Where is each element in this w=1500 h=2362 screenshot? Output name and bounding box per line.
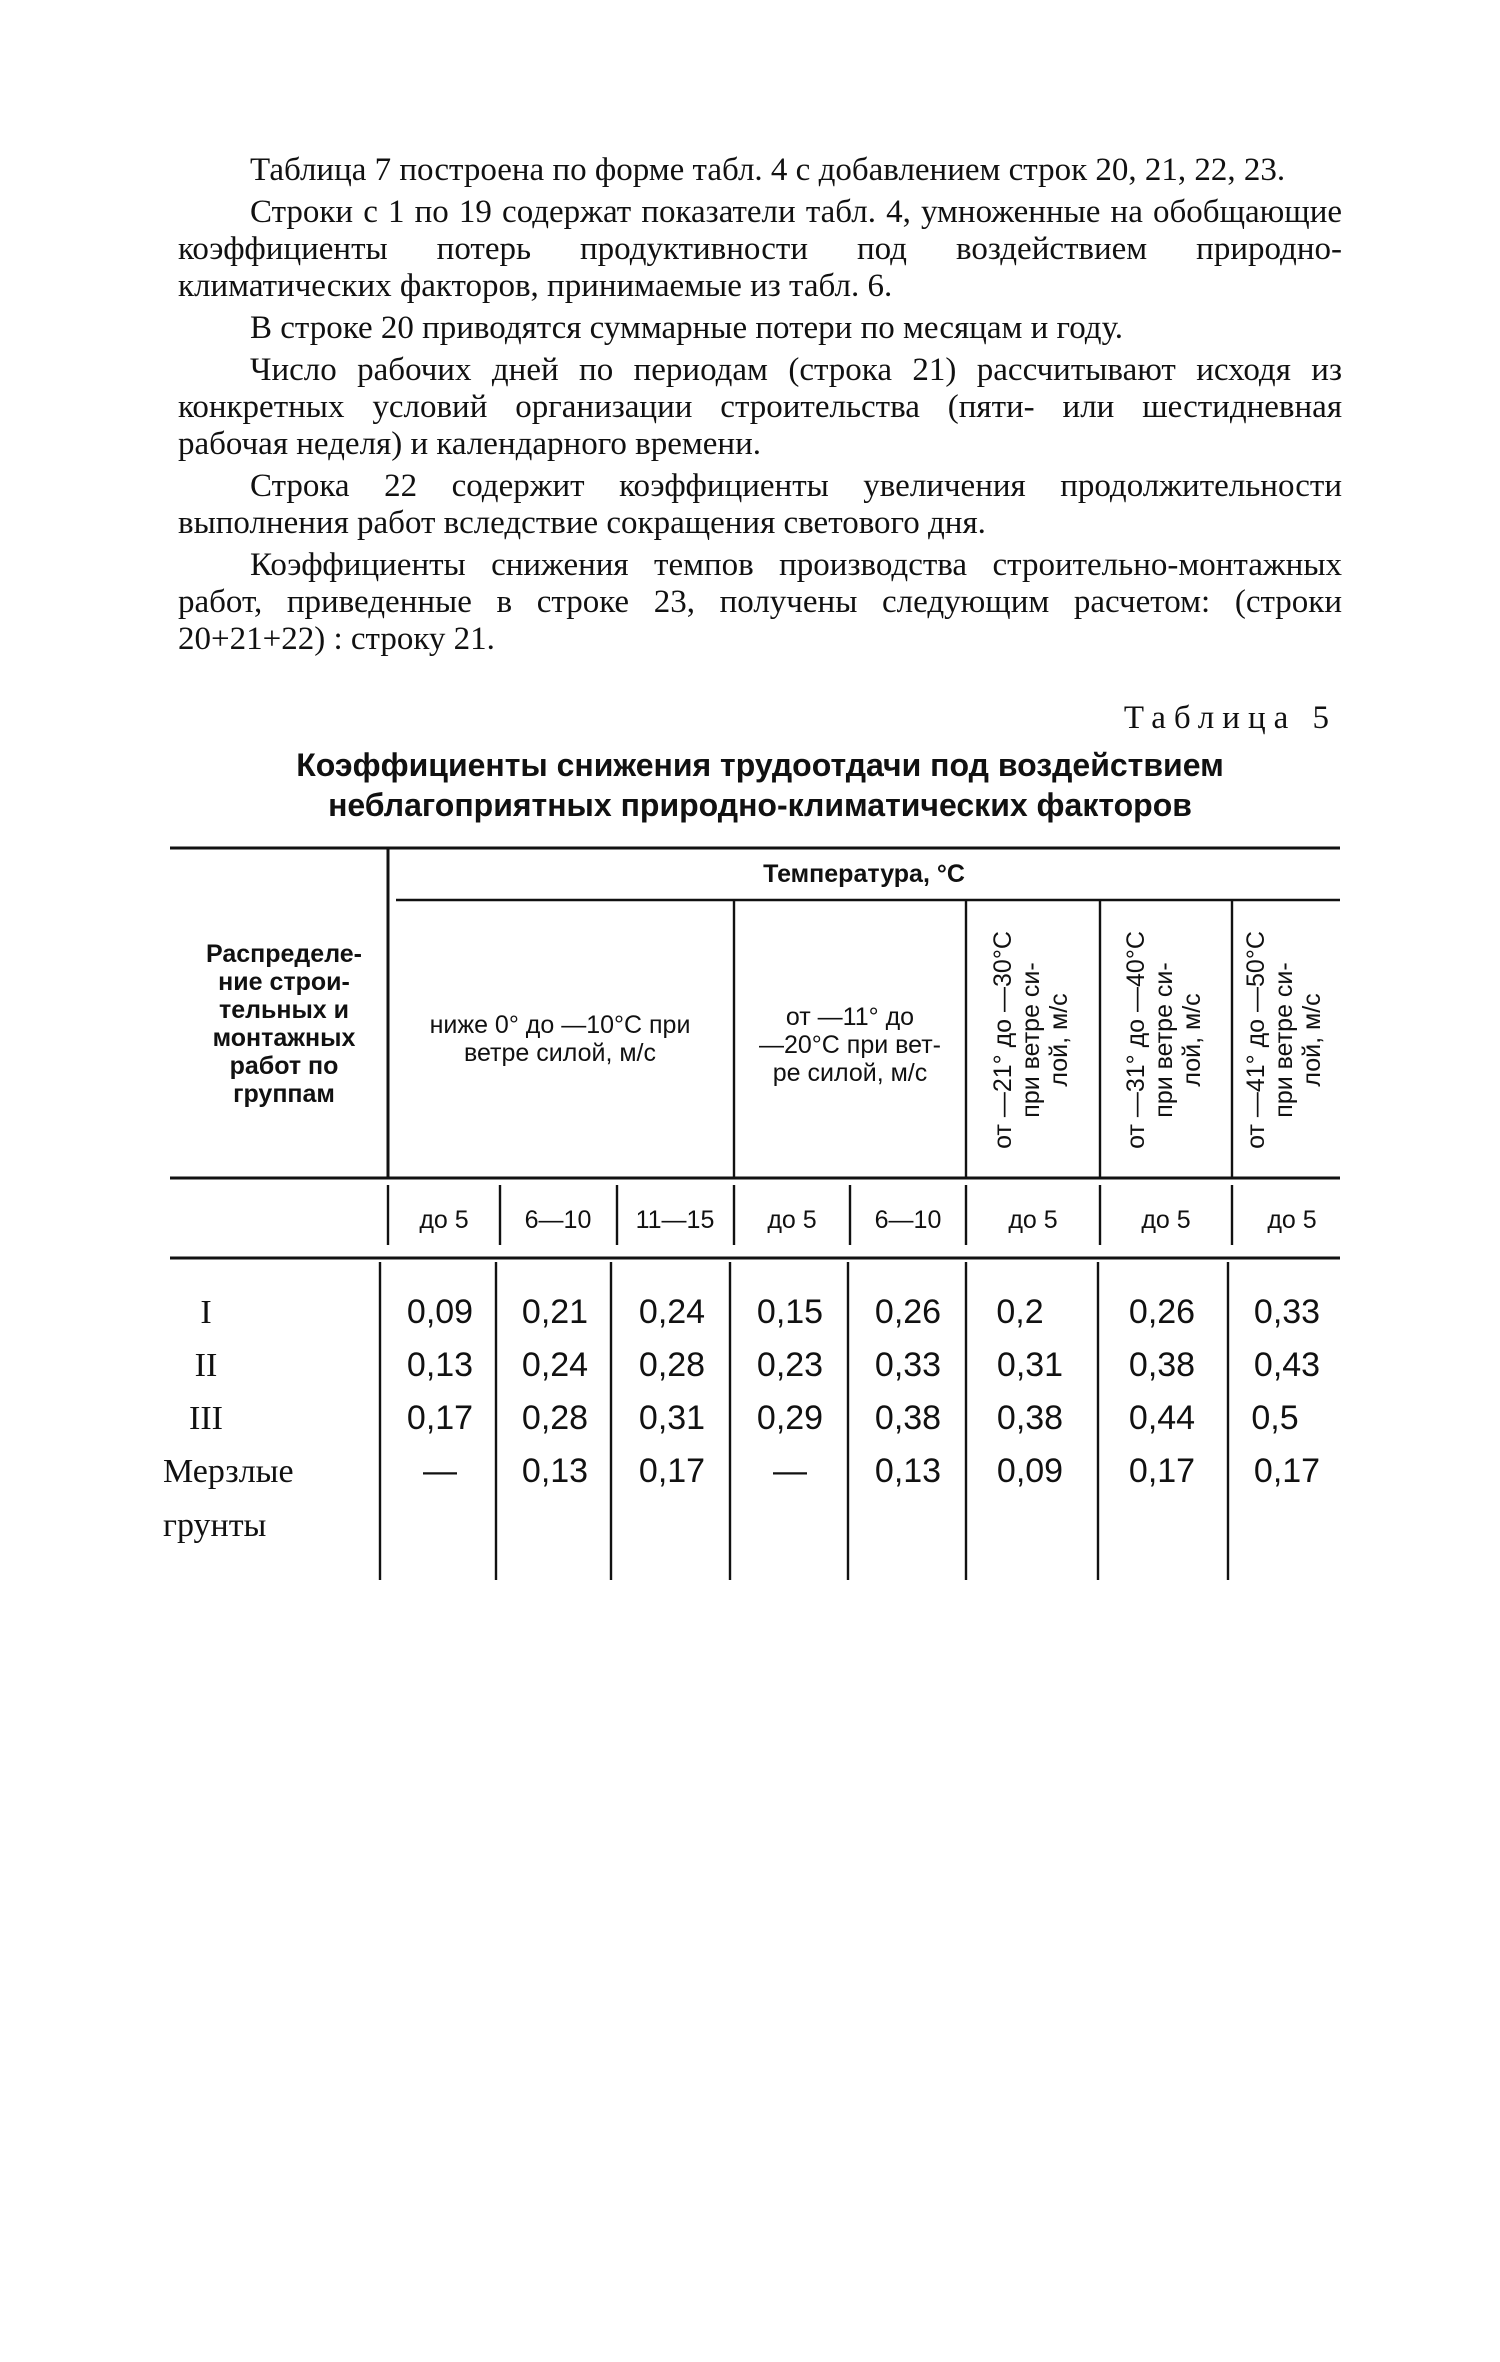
group-column-header xyxy=(206,940,362,1108)
table-cell: 0,38 xyxy=(874,1399,942,1437)
rotated-line: от —31° до —40°С xyxy=(1122,931,1150,1149)
table-cell: 0,09 xyxy=(406,1293,474,1331)
table-caption: Таблица 5 xyxy=(1123,700,1337,736)
table-row xyxy=(200,1293,1320,1331)
header-line: Распределе- xyxy=(206,940,362,968)
table-cell: 0,24 xyxy=(521,1346,589,1384)
table-cell: 0,17 xyxy=(638,1452,706,1490)
table-cell: 0,38 xyxy=(996,1399,1064,1437)
table-cell: 0,33 xyxy=(874,1346,942,1384)
rotated-line: лой, м/с xyxy=(1045,993,1073,1087)
range-header-1: ниже 0° до —10°С при xyxy=(429,1011,691,1039)
range-header-2: от —11° до xyxy=(785,1003,915,1031)
wind-speed-label: 11—15 xyxy=(635,1206,715,1234)
table-cell: 0,21 xyxy=(521,1293,589,1331)
table-cell: 0,13 xyxy=(874,1452,942,1490)
row-label: III xyxy=(189,1400,223,1437)
temperature-header: Температура, °С xyxy=(763,860,965,888)
paragraph: В строке 20 приводятся суммарные потери по месяцам и году. xyxy=(250,310,1124,346)
wind-speed-label: до 5 xyxy=(1267,1206,1317,1234)
header-line: ние строи- xyxy=(218,968,350,996)
header-line: работ по xyxy=(229,1052,339,1080)
table-row xyxy=(195,1346,1320,1384)
wind-speed-row xyxy=(419,1206,1316,1234)
table-cell: 0,17 xyxy=(1128,1452,1196,1490)
header-line: тельных и xyxy=(218,996,350,1024)
rotated-line: при ветре си- xyxy=(1150,962,1178,1118)
wind-speed-label: до 5 xyxy=(419,1206,469,1234)
table-title-line: Коэффициенты снижения трудоотдачи под воздействием xyxy=(296,747,1224,783)
paragraph: Коэффициенты снижения темпов производства строительно-монтажных работ, приведенные в строке 23, получены следующим расчетом: (строки 20+21+22) : строку 21. xyxy=(178,547,1342,657)
range-header-1: ветре силой, м/с xyxy=(463,1039,657,1067)
paragraph: Таблица 7 построена по форме табл. 4 с добавлением строк 20, 21, 22, 23. xyxy=(250,152,1286,188)
wind-speed-label: 6—10 xyxy=(524,1206,592,1234)
table-title-line: неблагоприятных природно-климатических факторов xyxy=(328,787,1192,823)
table-cell: 0,29 xyxy=(756,1399,824,1437)
table-cell: 0,44 xyxy=(1128,1399,1196,1437)
range-header-5 xyxy=(1242,931,1326,1149)
table-cell: 0,24 xyxy=(638,1293,706,1331)
table-cell: 0,38 xyxy=(1128,1346,1196,1384)
range-header-2: ре силой, м/с xyxy=(772,1059,928,1087)
table-cell: 0,09 xyxy=(996,1452,1064,1490)
table-row xyxy=(163,1452,1320,1544)
table-cell: 0,26 xyxy=(1128,1293,1196,1331)
table-cell: 0,31 xyxy=(638,1399,706,1437)
table-cell: 0,5 xyxy=(1251,1399,1299,1437)
table-cell: 0,31 xyxy=(996,1346,1064,1384)
paragraph: Строки с 1 по 19 содержат показатели табл. 4, умноженные на обобщающие коэффициенты потерь продуктивности под воздействием природно-климатических факторов, принимаемые из табл. 6. xyxy=(178,194,1342,304)
rotated-line: при ветре си- xyxy=(1270,962,1298,1118)
rotated-line: от —41° до —50°С xyxy=(1242,931,1270,1149)
table-cell: 0,13 xyxy=(521,1452,589,1490)
table-cell: 0,13 xyxy=(406,1346,474,1384)
table-cell: 0,17 xyxy=(406,1399,474,1437)
table-row xyxy=(189,1399,1299,1437)
table-cell: 0,28 xyxy=(521,1399,589,1437)
rotated-line: при ветре си- xyxy=(1017,962,1045,1118)
row-label: I xyxy=(200,1294,212,1331)
table-cell: 0,17 xyxy=(1253,1452,1321,1490)
rotated-line: лой, м/с xyxy=(1298,993,1326,1087)
wind-speed-label: до 5 xyxy=(767,1206,817,1234)
header-line: группам xyxy=(233,1080,335,1108)
table-cell: — xyxy=(423,1452,457,1490)
table-cell: 0,15 xyxy=(756,1293,824,1331)
table-cell: 0,43 xyxy=(1253,1346,1321,1384)
range-header-4 xyxy=(1122,931,1206,1149)
wind-speed-label: до 5 xyxy=(1008,1206,1058,1234)
wind-speed-label: 6—10 xyxy=(874,1206,942,1234)
paragraph: Строка 22 содержит коэффициенты увеличения продолжительности выполнения работ вследствие сокращения светового дня. xyxy=(178,468,1342,541)
header-line: монтажных xyxy=(212,1024,356,1052)
rotated-line: от —21° до —30°С xyxy=(989,931,1017,1149)
wind-speed-label: до 5 xyxy=(1141,1206,1191,1234)
row-label-continued: грунты xyxy=(163,1507,267,1544)
row-label: Мерзлые xyxy=(163,1453,294,1490)
range-header-3 xyxy=(989,931,1073,1149)
range-header-2: —20°С при вет- xyxy=(758,1031,942,1059)
table-cell: 0,2 xyxy=(996,1293,1044,1331)
table-cell: 0,28 xyxy=(638,1346,706,1384)
table-cell: 0,33 xyxy=(1253,1293,1321,1331)
rotated-line: лой, м/с xyxy=(1178,993,1206,1087)
table-cell: 0,26 xyxy=(874,1293,942,1331)
table-cell: — xyxy=(773,1452,807,1490)
row-label: II xyxy=(194,1347,218,1384)
paragraph: Число рабочих дней по периодам (строка 21) рассчитывают исходя из конкретных условий организации строительства (пяти- или шестидневная рабочая неделя) и календарного времени. xyxy=(178,352,1342,462)
table-cell: 0,23 xyxy=(756,1346,824,1384)
